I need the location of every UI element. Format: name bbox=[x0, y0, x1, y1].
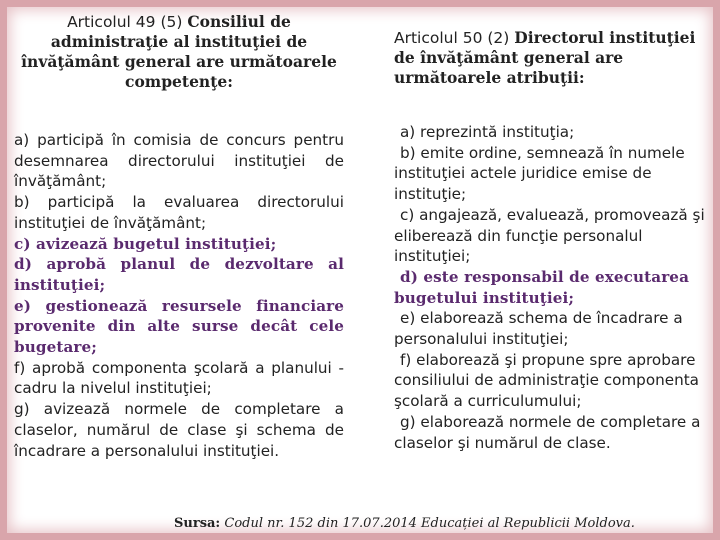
source-citation bbox=[174, 516, 694, 532]
source-text: Codul nr. 152 din 17.07.2014 Educației al Republicii Moldova. bbox=[220, 516, 635, 531]
list-item: b) emite ordine, semnează în numele instituţiei actele juridice emise de instituţie; bbox=[394, 143, 685, 204]
left-heading-bold: Consiliul de administraţie al instituţiei de învăţământ general are următoarele competenţe: bbox=[21, 12, 337, 91]
list-item-highlighted: d) este responsabil de executarea bugetului instituţiei; bbox=[394, 267, 690, 307]
right-heading-bold: Directorul instituţiei de învăţământ general are următoarele atribuţii: bbox=[394, 28, 696, 87]
list-item: f) elaborează şi propune spre aprobare consiliului de administraţie componenta şcolară a curriculumului; bbox=[394, 350, 699, 411]
right-heading-prefix: Articolul 50 (2) bbox=[394, 29, 515, 47]
source-label: Sursa: bbox=[174, 516, 221, 531]
right-heading bbox=[394, 12, 706, 108]
list-item: g) elaborează normele de completare a claselor şi numărul de clase. bbox=[394, 412, 701, 452]
right-attributions-list bbox=[394, 122, 706, 453]
left-competences-list bbox=[14, 130, 344, 461]
list-item-highlighted: d) aprobă planul de dezvoltare al instituţiei; bbox=[14, 255, 344, 294]
list-item: e) elaborează schema de încadrare a personalului instituţiei; bbox=[394, 309, 683, 349]
list-item-highlighted: c) avizează bugetul instituţiei; bbox=[14, 234, 277, 253]
list-item: b) participă la evaluarea directorului instituţiei de învăţământ; bbox=[14, 193, 344, 232]
left-column-article-49 bbox=[14, 12, 344, 461]
left-heading bbox=[14, 12, 344, 108]
list-item: f) aprobă componenta şcolară a planului -cadru la nivelul instituţiei; bbox=[14, 358, 344, 398]
list-item: c) angajează, evaluează, promovează şi eliberează din funcţie personalul instituţiei; bbox=[394, 205, 705, 266]
list-item: a) participă în comisia de concurs pentru desemnarea directorului instituţiei de învăţământ; bbox=[14, 131, 344, 191]
list-item-highlighted: e) gestionează resursele financiare provenite din alte surse decât cele bugetare; bbox=[14, 296, 344, 357]
list-item: a) reprezintă instituţia; bbox=[400, 123, 575, 141]
left-heading-prefix: Articolul 49 (5) bbox=[67, 13, 188, 31]
right-column-article-50 bbox=[394, 12, 706, 453]
list-item: g) avizează normele de completare a claselor, numărul de clase şi schema de încadrare a personalului instituţiei. bbox=[14, 400, 344, 460]
